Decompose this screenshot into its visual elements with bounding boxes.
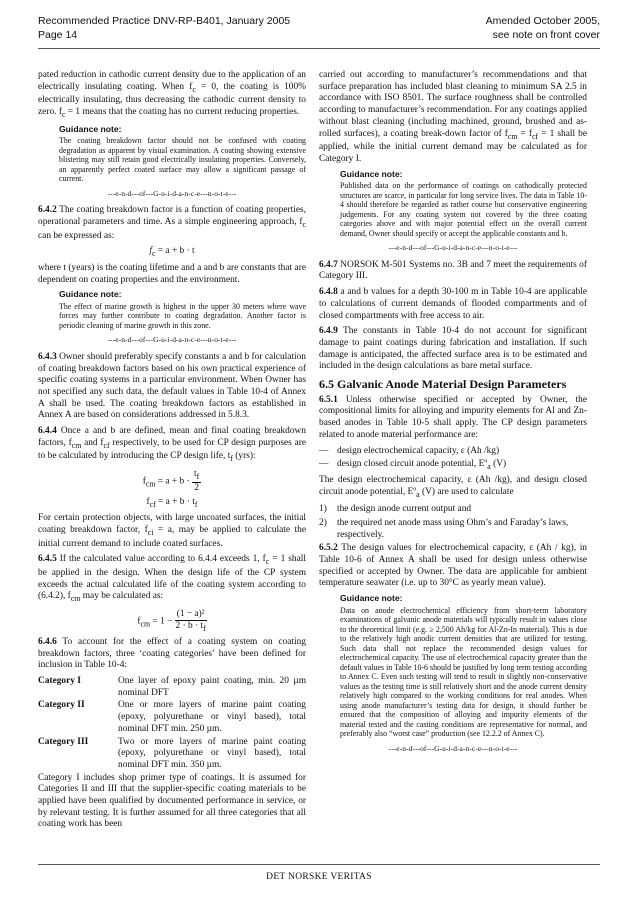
guidance-note-title: Guidance note:	[340, 593, 403, 604]
section-6-4-4: 6.4.4 Once a and b are defined, mean and final coating breakdown factors, $f_{cm}$ and $f_{cf}$ respectively, to be used for CP design purposes are to be calculated by introducing the CP design life, $t_f$ (yrs):	[38, 426, 306, 464]
category-row	[38, 676, 306, 699]
guidance-note-end: ---e-n-d---of---G-u-i-d-a-n-c-e---n-o-t-e---	[107, 188, 237, 198]
guidance-note-3	[340, 170, 587, 239]
numbered-list-item: 1) the design anode current output and	[319, 504, 472, 515]
dash-list-item: — design electrochemical capacity, ε (Ah /kg)	[319, 445, 500, 456]
paragraph-intro: pated reduction in cathodic current density due to the application of an electrically insulating coating. When $f_c = 0$, the coating is 100% electrically insulating, thus decreasing the cathodic current density to zero. $f_c = 1$ means that the coating has no current reducing properties.	[38, 70, 306, 119]
guidance-note-2	[59, 290, 306, 330]
section-6-4-5: 6.4.5 If the calculated value according to 6.4.4 exceeds 1, $f_c = 1$ shall be applied in the design. When the design life of the CP system exceeds the actual calculated life of the coating system according to (6.4.2), $f_{cm}$ may be calculated as:	[38, 554, 306, 604]
category-name: Category II	[38, 700, 85, 711]
section-6-4-2: 6.4.2 The coating breakdown factor is a function of coating properties, operational parameters and time. As a simple engineering approach, $f_c$ can be expressed as:	[38, 205, 306, 241]
amendment-note: Amended October 2005,	[485, 15, 600, 27]
category-name: Category III	[38, 736, 89, 747]
document-title: Recommended Practice DNV-RP-B401, January 2005	[38, 15, 291, 27]
section-6-4-9: 6.4.9 The constants in Table 10-4 do not account for significant damage to paint coatings during fabrication and installation. If such damage is anticipated, the affected surface area is to be estimated and included in the design calculations as bare metal surface.	[319, 326, 587, 372]
category-name: Category I	[38, 676, 81, 686]
category-row	[38, 737, 306, 772]
category-row	[38, 700, 306, 735]
equation-fcm-extended: $f_{cm} = 1$ − $\frac{\text{(1 − a)²}}{2 \cdot b \cdot t_f}$	[137, 609, 206, 633]
equation-fc: $f_c = a + b \cdot t$	[149, 246, 195, 259]
guidance-note-end: ---e-n-d---of---G-u-i-d-a-n-c-e---n-o-t-e---	[388, 743, 518, 753]
category-list	[38, 676, 306, 772]
section-6-4-6: 6.4.6 To account for the effect of a coating system on coating breakdown factors, three ‘coating categories’ have been defined for inclusion in Table 10-4:	[38, 636, 306, 671]
guidance-note-4	[340, 594, 587, 739]
footer-rule	[38, 864, 600, 865]
section-6-5-1: 6.5.1 Unless otherwise specified or accepted by Owner, the compositional limits for alloying and impurity elements for Al and Zn-based anodes in Table 10-5 shall apply. The CP design parameters related to anode material performance are:	[319, 394, 587, 440]
left-column	[38, 70, 306, 835]
guidance-note-text: Data on anode electrochemical efficiency from short-term laboratory examinations of galvanic anode materials will typically result in values close to the theoretical limit (e.g. ≥ 2,500 Ah/kg for Al-Zn-In material). This is due to the relatively high anodic current densities that are utilized for testing. Such data shall not replace the recommended design values for electrochemical capacity. The use of electrochemical capacity greater than the default values in Table 10-6 should be justified by long term testing according to Annex C. Even such testing will tend to result in slightly non-conservative values as the testing time is still relatively short and the anode current density relatively high compared to the working conditions for real anodes. When using anode manufacturer’s testing data for design, it should further be ensured that the composition of alloying and impurity elements of the material tested and the casting conditions are representative for normal, and preferably also “worst case” production (see 12.2.2 of Annex C).	[340, 605, 587, 739]
section-heading-6-5: 6.5 Galvanic Anode Material Design Parameters	[319, 377, 567, 392]
guidance-note-end: ---e-n-d---of---G-u-i-d-a-n-c-e---n-o-t-e---	[107, 335, 237, 345]
equation-fcm: $f_{cm} = a + b$ · $\frac{t_f}{2}$	[142, 469, 200, 493]
guidance-note-text: Published data on the performance of coatings on cathodically protected structures are scarce, in particular for long service lives. The data in Table 10-4 should therefore be regarded as rather course but conservative engineering judgements. For any coating system not covered by the three coating categories above and with major potential effect on the overall current demand, Owner should specify or accept the applicable constants and b.	[340, 181, 587, 238]
amendment-reference: see note on front cover	[492, 29, 600, 41]
guidance-note-1	[59, 125, 306, 184]
category-description: One or more layers of marine paint coating (epoxy, polyurethane or vinyl based), total nominal DFT min. 250 µm.	[118, 700, 306, 734]
category-description: One layer of epoxy paint coating, min. 20 µm nominal DFT	[118, 676, 306, 698]
guidance-note-text: The coating breakdown factor should not be confused with coating degradation as apparent by visual examination. A coating showing extensive blistering may still retain good electrically insulating properties. Conversely, an apparently perfect coated surface may allow a significant passage of current.	[59, 136, 306, 184]
guidance-note-title: Guidance note:	[59, 123, 122, 134]
paragraph-category-notes: Category I includes shop primer type of coatings. It is assumed for Categories II and III that the supplier-specific coating materials to be applied have been qualified by documented performance in service, or by relevant testing. It is further assumed for all three categories that all coating work has been	[38, 772, 306, 830]
paragraph-initial-breakdown: For certain protection objects, with large uncoated surfaces, the initial coating breakdown factor, $f_{ci} = a$, may be applied to calculate the initial current demand to include coated surfaces.	[38, 513, 306, 549]
guidance-note-text: The effect of marine growth is highest in the upper 30 meters where wave forces may further contribute to coating degradation. Another factor is periodic cleaning of marine growth in this zone.	[59, 301, 306, 330]
paragraph-design-capacity: The design electrochemical capacity, ε (Ah /kg), and design closed circuit anode potential, Eº$_a$ (V) are used to calculate	[319, 474, 587, 499]
equation-fcf: $f_{cf} = a + b \cdot t_f$	[146, 496, 198, 509]
section-6-4-7: 6.4.7 NORSOK M-501 Systems no. 3B and 7 meet the requirements of Category III.	[319, 259, 587, 282]
paragraph-surface-preparation: carried out according to manufacturer’s recommendations and that surface preparation has included blast cleaning to minimum SA 2.5 in accordance with ISO 8501. The surface roughness shall be controlled according to manufacturer’s recommendation. For any coatings applied without blast cleaning (including machined, ground, brushed and as-rolled surfaces), a coating break-down factor of $f_{cm} = f_{cf} = 1$ shall be applied, while the initial current demand may be calculated as for Category I.	[319, 70, 587, 164]
footer-organisation: DET NORSKE VERITAS	[266, 872, 372, 882]
category-description: Two or more layers of marine paint coating (epoxy, polyurethane or vinyl based), total nominal DFT min. 350 µm.	[118, 736, 306, 770]
section-6-5-2: 6.5.2 The design values for electrochemical capacity, ε (Ah / kg), in Table 10-6 of Annex A shall be used for design unless otherwise specified or accepted by Owner. The data are applicable for ambient temperature seawater (i.e. up to 30°C as yearly mean value).	[319, 543, 587, 589]
right-column	[319, 70, 587, 760]
page-header-right	[486, 14, 600, 42]
guidance-note-title: Guidance note:	[59, 289, 122, 300]
page-header-left	[38, 14, 290, 42]
section-6-4-8: 6.4.8 a and b values for a depth 30-100 m in Table 10-4 are applicable to calculations of current demands of flooded compartments and of closed compartments with free access to air.	[319, 287, 587, 321]
header-rule	[38, 48, 600, 49]
section-6-4-3: 6.4.3 Owner should preferably specify constants a and b for calculation of coating breakdown factors based on his own practical experience of specific coating systems in a particular environment. When Owner has not specified any such data, the default values in Table 10-4 of Annex A shall be used. The coating breakdown factors as established in Annex A are based on considerations addressed in 5.8.3.	[38, 351, 306, 421]
guidance-note-end: ---e-n-d---of---G-u-i-d-a-n-c-e---n-o-t-e---	[388, 243, 518, 252]
guidance-note-title: Guidance note:	[340, 168, 403, 179]
paragraph-lifetime: where t (years) is the coating lifetime and a and b are constants that are dependent on coating properties and the environment.	[38, 262, 306, 285]
numbered-list-item: 2) the required net anode mass using Ohm’s and Faraday’s laws, respectively.	[319, 517, 569, 540]
dash-list-item: — design closed circuit anode potential, Eº$_a$ (V)	[319, 459, 507, 472]
page-number: Page 14	[38, 29, 78, 41]
